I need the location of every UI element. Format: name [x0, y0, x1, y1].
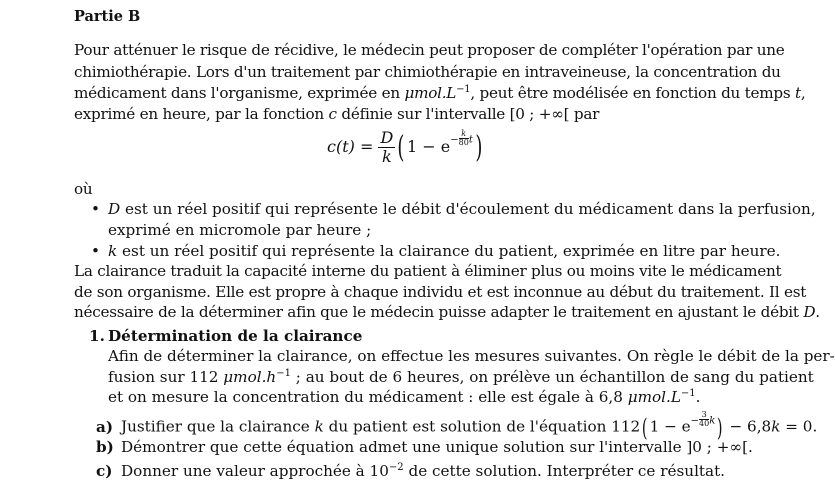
question-line-1: [108, 347, 835, 365]
clairance-text: .: [815, 303, 820, 321]
bullet-text: est un réel positif qui représente le débit d'écoulement du médicament dans la perfusion,: [120, 200, 816, 218]
exp-fraction: [699, 411, 709, 427]
question-line-2: [108, 368, 814, 386]
equation-tail: − 6,8: [724, 417, 772, 436]
bullet-item-d: [91, 200, 816, 218]
bullet-item-k: [91, 242, 780, 260]
exponent-group: [691, 411, 716, 427]
exponent: −1: [680, 388, 696, 399]
variable-t: t: [794, 84, 801, 102]
question-text: et on mesure la concentration du médicament : elle est égale à 6,8: [108, 388, 628, 406]
subquestion-b: [96, 438, 753, 456]
intro-line-2-text: chimiothérapie. Lors d'un traitement par chimiothérapie en intraveineuse, la concentration du: [74, 63, 781, 81]
intro-text: exprimé en heure, par la fonction: [74, 105, 329, 123]
exp-var: k: [709, 415, 716, 427]
formula-inner: 1 − e: [407, 137, 451, 156]
exp-fraction-den: 80: [458, 138, 469, 147]
open-paren: (: [642, 413, 648, 442]
clairance-line-3: [74, 303, 820, 321]
subquestion-text: Donner une valeur approchée à 10: [121, 462, 389, 480]
intro-text: ,: [800, 84, 806, 102]
exp-fraction: [459, 130, 469, 146]
subquestion-a: [96, 411, 817, 442]
subquestion-label: b): [96, 438, 114, 456]
variable-k: k: [314, 417, 324, 436]
bullet-icon: •: [91, 200, 100, 218]
clairance-text: nécessaire de la déterminer afin que le médecin puisse adapter le traitement en ajustant le débit: [74, 303, 804, 321]
close-paren: ): [475, 130, 483, 165]
unit: μmol.L: [627, 388, 681, 406]
formula-lhs: c(t) =: [327, 137, 374, 156]
clairance-text: de son organisme. Elle est propre à chaque individu et est inconnue au début du traitement. Il est: [74, 283, 807, 301]
subquestion-c: [96, 462, 725, 480]
open-paren: (: [397, 130, 405, 165]
question-text: ; au bout de 6 heures, on prélève un échantillon de sang du patient: [290, 368, 814, 386]
fraction-numerator: D: [380, 128, 394, 147]
subquestion-label: c): [96, 462, 113, 480]
intro-line-3: [74, 84, 805, 102]
close-paren: ): [717, 413, 723, 442]
variable-k: k: [771, 417, 781, 436]
exp-sign: −: [690, 415, 700, 427]
variable-k: k: [108, 242, 118, 260]
fraction-d-over-k: [378, 130, 395, 165]
intro-line-1: [74, 41, 785, 59]
part-title: Partie B: [74, 8, 141, 25]
subquestion-label: a): [96, 417, 114, 436]
exp-fraction-den: 40: [699, 418, 710, 428]
exponent-group: [450, 130, 473, 146]
variable-d: D: [803, 303, 816, 321]
question-title: Détermination de la clairance: [108, 327, 363, 345]
equation-tail: = 0.: [780, 417, 818, 436]
subquestion-text: de cette solution. Interpréter ce résultat.: [403, 462, 726, 480]
exp-sign: −: [450, 135, 459, 146]
intro-text: définie sur l'intervalle [0 ; +∞[ par: [336, 105, 600, 123]
bullet-icon: •: [91, 242, 100, 260]
subquestion-text: du patient est solution de l'équation 112: [323, 417, 641, 436]
subquestion-text: Démontrer que cette équation admet une unique solution sur l'intervalle ]0 ; +∞[.: [121, 438, 753, 456]
question-line-3: [108, 388, 701, 406]
intro-line-4: [74, 105, 599, 123]
intro-text: médicament dans l'organisme, exprimée en: [74, 84, 405, 102]
exp-var: t: [468, 135, 473, 146]
question-text: .: [695, 388, 701, 406]
bullet-text: est un réel positif qui représente la clairance du patient, exprimée en litre par heure.: [117, 242, 781, 260]
unit: μmol.h: [223, 368, 277, 386]
bullet-continuation: exprimé en micromole par heure ;: [108, 221, 372, 239]
intro-line-2: [74, 63, 781, 81]
subquestion-text: Justifier que la clairance: [121, 417, 315, 436]
unit: μmol.L: [404, 84, 457, 102]
question-number: 1.: [89, 327, 105, 345]
exponent: −1: [456, 84, 471, 95]
intro-line-1-text: Pour atténuer le risque de récidive, le médecin peut proposer de compléter l'opération par une: [74, 41, 785, 59]
fraction-denominator: k: [382, 147, 392, 166]
variable-c: c: [328, 105, 337, 123]
where-label: où: [74, 180, 93, 198]
variable-d: D: [108, 200, 121, 218]
exponent: −2: [388, 462, 404, 473]
question-text: fusion sur 112: [108, 368, 224, 386]
equation-inner: 1 − e: [649, 417, 691, 436]
exp-fraction-num: 3: [699, 411, 709, 420]
intro-text: , peut être modélisée en fonction du temps: [470, 84, 795, 102]
clairance-line-1: [74, 262, 782, 280]
exponent: −1: [276, 368, 291, 379]
clairance-text: La clairance traduit la capacité interne du patient à éliminer plus ou moins vite le médicament: [74, 262, 782, 280]
exp-fraction-num: k: [459, 130, 469, 139]
question-text: Afin de déterminer la clairance, on effectue les mesures suivantes. On règle le débit de la per-: [108, 347, 835, 365]
clairance-line-2: [74, 283, 807, 301]
formula-c-of-t: [327, 130, 485, 176]
